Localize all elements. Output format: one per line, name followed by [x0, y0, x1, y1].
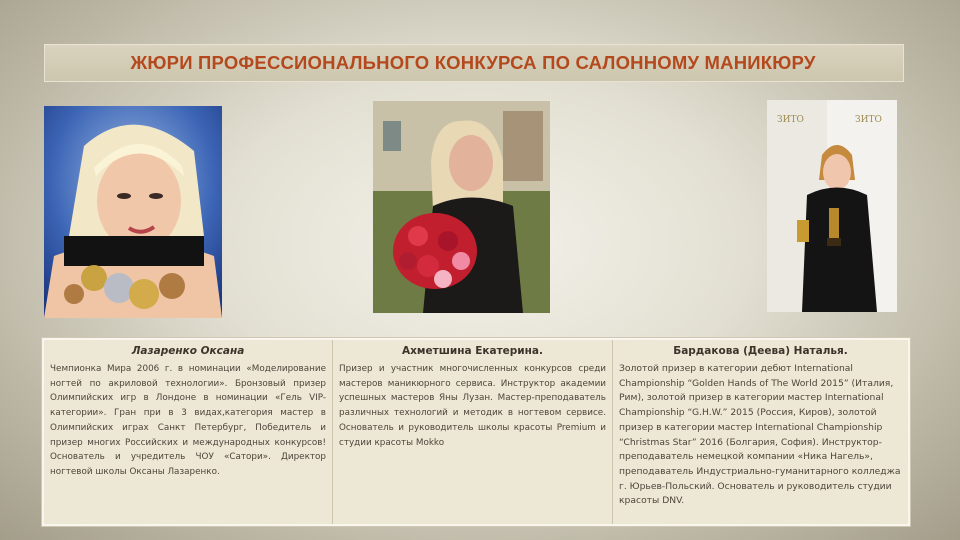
portrait-photo-1 [44, 106, 222, 318]
jury-photo-1 [44, 106, 222, 318]
jury-bio-3: Золотой призер в категории дебют International Championship “Golden Hands of The World 2015” (Италия, Рим), золотой призер в категории мастер International Championship “G.H.W.” 2015 (Россия, Киров), золотой призер в категории мастер International Championship “Christmas Star” 2016 (Болгария, София). Инструктор-преподаватель немецкой компании «Ника Нагель», преподаватель Индустриально-гуманитарного колледжа г. Юрьев-Польский. Основатель и руководитель студии красоты DNV. [619, 363, 901, 507]
jury-bio-2: Призер и участник многочисленных конкурсов среди мастеров маникюрного сервиса. Инструктор академии успешных мастеров Яны Лузан. Мастер-преподаватель различных технологий и методик в ногтевом сервисе. Основатель и руководитель школы красоты Premium и студии красоты Mokko [339, 364, 606, 448]
jury-column-2 [332, 340, 612, 524]
jury-name-1: Лазаренко Оксана [131, 345, 245, 357]
jury-bio-1: Чемпионка Мира 2006 г. в номинации «Моделирование ногтей по акриловой технологии». Бронзовый призер Олимпийских игр в Лондоне в номинации «Гель VIP-категории». Гран при в 3 видах,категория мастер в Олимпийских играх Санкт Петербург, Победитель и призер многих Российских и международных конкурсов! Основатель и учредитель ЧОУ «Сатори». Директор ногтевой школы Оксаны Лазаренко. [50, 364, 326, 477]
jury-name-2: Ахметшина Екатерина. [402, 345, 543, 357]
portrait-photo-2 [373, 101, 550, 313]
svg-text:ЗИТО: ЗИТО [777, 115, 804, 125]
jury-name-3: Бардакова (Деева) Наталья. [673, 345, 848, 357]
svg-text:ЗИТО: ЗИТО [855, 115, 882, 125]
jury-photo-2 [373, 101, 550, 313]
jury-bio-table [42, 338, 910, 526]
jury-column-1 [44, 340, 332, 524]
portrait-photo-3 [767, 100, 897, 312]
jury-column-3 [612, 340, 908, 524]
slide-title: ЖЮРИ ПРОФЕССИОНАЛЬНОГО КОНКУРСА ПО САЛОННОМУ МАНИКЮРУ [130, 52, 816, 73]
jury-photo-3 [767, 100, 897, 312]
